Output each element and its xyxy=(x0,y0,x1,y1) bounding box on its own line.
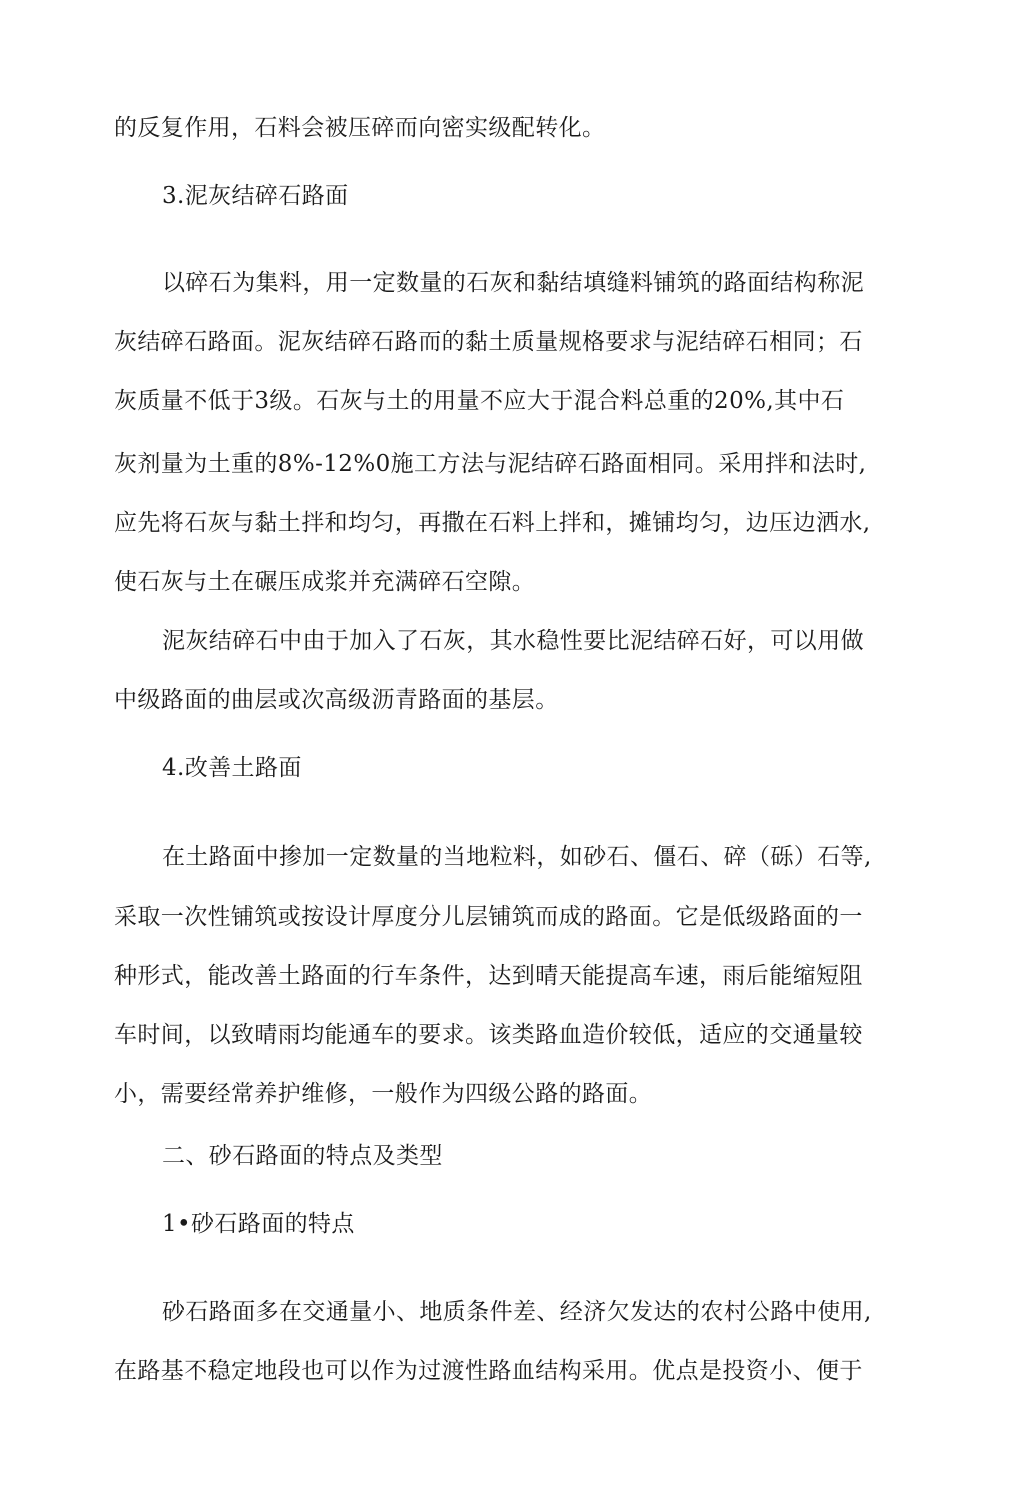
paragraph-line: 种形式，能改善土路面的行车条件，达到晴天能提高车速，雨后能缩短阻 xyxy=(114,963,863,989)
section-heading: 二、砂石路面的特点及类型 xyxy=(162,1143,443,1169)
section-heading: 4.改善土路面 xyxy=(162,755,302,781)
paragraph-line: 灰质量不低于3级。石灰与土的用量不应大于混合料总重的20%,其中石 xyxy=(114,388,845,414)
paragraph-line: 泥灰结碎石中由于加入了石灰，其水稳性要比泥结碎石好，可以用做 xyxy=(162,628,864,654)
paragraph-line: 灰结碎石路面。泥灰结碎石路而的黏土质量规格要求与泥结碎石相同；石 xyxy=(114,329,863,355)
section-heading: 1•砂石路面的特点 xyxy=(162,1211,355,1237)
paragraph-line: 使石灰与土在碾压成浆并充满碎石空隙。 xyxy=(114,569,536,595)
section-heading: 3.泥灰结碎石路面 xyxy=(162,183,349,209)
paragraph-line: 小，需要经常养护维修，一般作为四级公路的路面。 xyxy=(114,1081,653,1107)
paragraph-line: 的反复作用，石料会被压碎而向密实级配转化。 xyxy=(114,115,606,141)
paragraph-line: 在土路面中掺加一定数量的当地粒料，如砂石、僵石、碎（砾）石等, xyxy=(162,844,872,870)
paragraph-line: 应先将石灰与黏土拌和均匀，再撒在石料上拌和，摊铺均匀，边压边洒水, xyxy=(114,510,871,536)
paragraph-line: 灰剂量为土重的8%-12%0施工方法与泥结碎石路面相同。采用拌和法时, xyxy=(114,451,867,477)
paragraph-line: 在路基不稳定地段也可以作为过渡性路血结构采用。优点是投资小、便于 xyxy=(114,1358,863,1384)
paragraph-line: 采取一次性铺筑或按设计厚度分儿层铺筑而成的路面。它是低级路面的一 xyxy=(114,904,863,930)
paragraph-line: 砂石路面多在交通量小、地质条件差、经济欠发达的农村公路中使用, xyxy=(162,1299,872,1325)
paragraph-line: 中级路面的曲层或次高级沥青路面的基层。 xyxy=(114,687,559,713)
paragraph-line: 车时间，以致晴雨均能通车的要求。该类路血造价较低，适应的交通量较 xyxy=(114,1022,863,1048)
paragraph-line: 以碎石为集料，用一定数量的石灰和黏结填缝料铺筑的路面结构称泥 xyxy=(162,270,864,296)
